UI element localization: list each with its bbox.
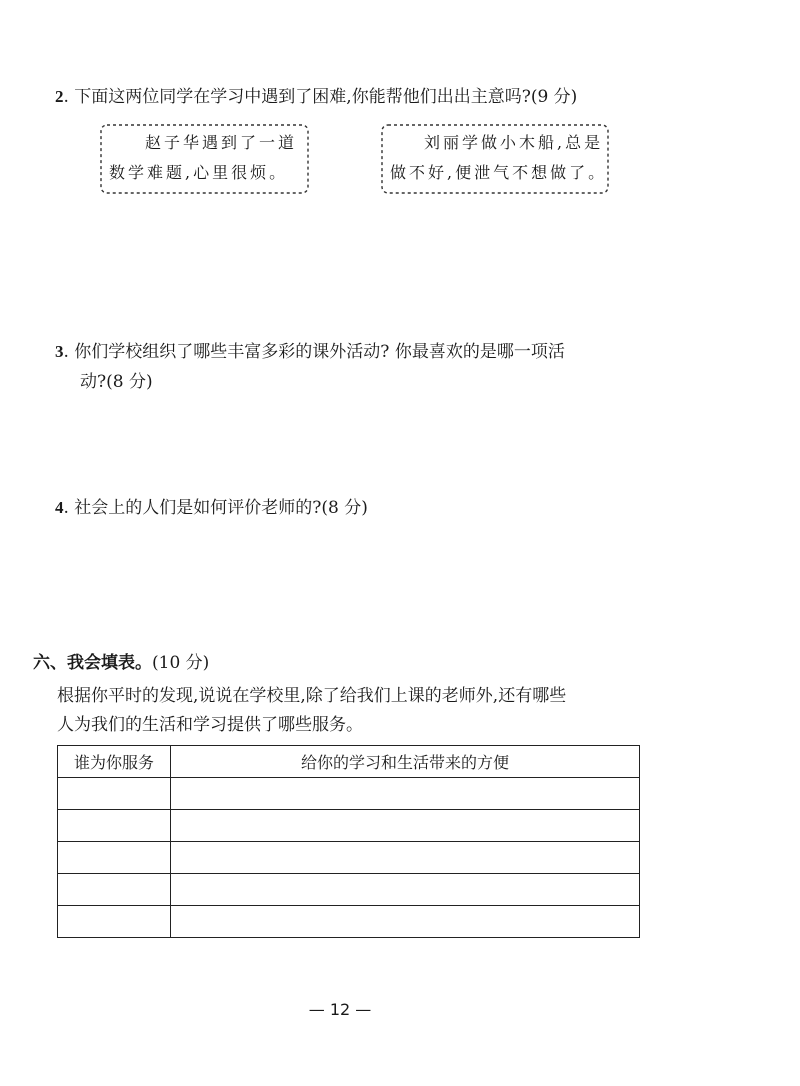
table-cell-convenience[interactable] bbox=[171, 778, 640, 810]
section-6-title bbox=[33, 648, 209, 678]
question-3 bbox=[55, 337, 565, 367]
table-row bbox=[58, 842, 640, 874]
question-text: . 社会上的人们是如何评价老师的?(8 分) bbox=[63, 498, 368, 518]
table-cell-convenience[interactable] bbox=[171, 842, 640, 874]
question-number: 3 bbox=[55, 342, 64, 361]
service-table bbox=[57, 745, 640, 938]
case-line-2: 数学难题,心里很烦。 bbox=[109, 163, 289, 182]
table-header-row bbox=[58, 746, 640, 778]
question-number: 4 bbox=[55, 498, 64, 517]
section-6-desc-line-2: 人为我们的生活和学习提供了哪些服务。 bbox=[57, 715, 363, 735]
question-text: . 你们学校组织了哪些丰富多彩的课外活动? 你最喜欢的是哪一项活 bbox=[63, 342, 565, 362]
table-cell-who[interactable] bbox=[58, 778, 171, 810]
table-cell-who[interactable] bbox=[58, 874, 171, 906]
question-number: 2 bbox=[55, 87, 64, 106]
table-row bbox=[58, 810, 640, 842]
table-cell-convenience[interactable] bbox=[171, 810, 640, 842]
table-cell-convenience[interactable] bbox=[171, 906, 640, 938]
question-2 bbox=[55, 82, 577, 112]
table-cell-who[interactable] bbox=[58, 906, 171, 938]
case-box-zhao bbox=[99, 123, 310, 195]
question-text: . 下面这两位同学在学习中遇到了困难,你能帮他们出出主意吗?(9 分) bbox=[63, 87, 578, 107]
case-box-liu bbox=[380, 123, 610, 195]
table-row bbox=[58, 874, 640, 906]
case-line-2: 做不好,便泄气不想做了。 bbox=[390, 163, 608, 182]
table-row bbox=[58, 778, 640, 810]
section-6-desc-line-1: 根据你平时的发现,说说在学校里,除了给我们上课的老师外,还有哪些 bbox=[57, 686, 567, 706]
page-number: — 12 — bbox=[308, 1000, 372, 1019]
question-3-continuation: 动?(8 分) bbox=[80, 372, 153, 392]
table-row bbox=[58, 906, 640, 938]
table-cell-who[interactable] bbox=[58, 842, 171, 874]
case-line-1: 刘丽学做小木船,总是 bbox=[424, 133, 604, 152]
case-line-1: 赵子华遇到了一道 bbox=[145, 133, 298, 152]
question-4 bbox=[55, 493, 368, 523]
table-cell-convenience[interactable] bbox=[171, 874, 640, 906]
section-points: (10 分) bbox=[152, 653, 210, 673]
header-who-serves: 谁为你服务 bbox=[58, 746, 171, 778]
table-cell-who[interactable] bbox=[58, 810, 171, 842]
section-title-text: 六、我会填表。 bbox=[33, 653, 152, 673]
header-convenience: 给你的学习和生活带来的方便 bbox=[171, 746, 640, 778]
